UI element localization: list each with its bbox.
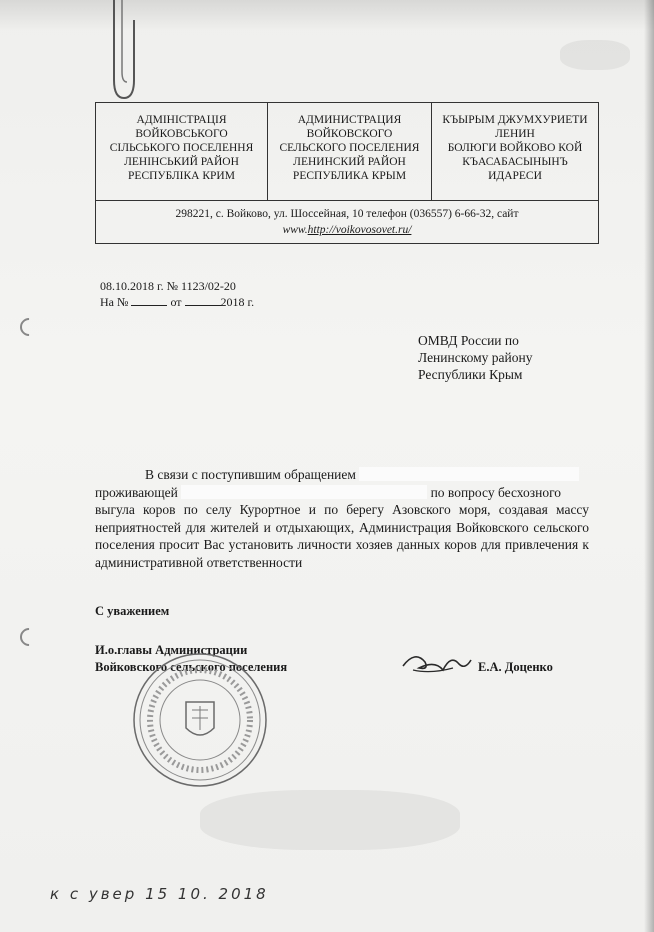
letterhead-line: СІЛЬСЬКОГО ПОСЕЛЕННЯ (109, 142, 254, 154)
letterhead-table (95, 102, 599, 244)
handwritten-note: к с увер 15 10. 2018 (50, 885, 269, 903)
letterhead-russian (268, 103, 432, 200)
body-line-1: В связи с поступившим обращением (145, 467, 356, 482)
letterhead-line: ЛЕНИН (495, 128, 535, 140)
letterhead-line: РЕСПУБЛІКА КРИМ (128, 170, 235, 182)
addressee-line: Республики Крым (418, 367, 523, 382)
letterhead-contacts (96, 201, 598, 243)
scan-shadow (0, 0, 654, 30)
official-seal-icon (130, 650, 270, 790)
incoming-ref-suffix: 2018 г. (220, 295, 255, 309)
incoming-ref-prefix: На № (100, 295, 129, 309)
letter-body (95, 466, 589, 571)
letterhead-line: БОЛЮГИ ВОЙКОВО КОЙ (447, 142, 583, 154)
signatory-title-line: И.о.главы Администрации (95, 643, 248, 657)
paperclip-icon (100, 0, 140, 105)
redacted-address (181, 485, 427, 499)
closing-regards: С уважением (95, 604, 170, 618)
body-paragraph: выгула коров по селу Курортное и по берегу Азовского моря, создавая массу неприятностей для жителей и отдыхающих, Администрация Войковского сельского поселения просит Вас установить личности хозяев данных коров для привлечения к административной ответственности (95, 502, 589, 570)
addressee-line: ОМВД России по (418, 333, 519, 348)
incoming-reference (100, 294, 254, 310)
incoming-ref-mid: от (170, 295, 182, 309)
site-prefix: www. (282, 224, 308, 236)
letterhead-ukrainian (96, 103, 268, 200)
letterhead-line: ИДАРЕСИ (488, 170, 542, 182)
signature-icon (395, 640, 475, 680)
scan-edge (644, 0, 654, 932)
body-line-2-start: проживающей (95, 484, 178, 500)
scan-smudge (200, 790, 460, 850)
letterhead-line: ЛЕНИНСКИЙ РАЙОН (293, 156, 406, 168)
signer-name: Е.А. Доценко (478, 660, 553, 674)
outgoing-reference: 08.10.2018 г. № 1123/02-20 (100, 279, 236, 293)
addressee-block (418, 332, 532, 383)
letterhead-line: ЛЕНІНСЬКИЙ РАЙОН (124, 156, 239, 168)
site-link[interactable]: http://voikovosovet.ru/ (307, 224, 412, 236)
letterhead-line: РЕСПУБЛИКА КРЫМ (292, 170, 407, 182)
letterhead-address: 298221, с. Войково, ул. Шоссейная, 10 телефон (036557) 6-66-32, сайт (175, 208, 519, 220)
addressee-line: Ленинскому району (418, 350, 533, 365)
scan-smudge (560, 40, 630, 70)
letterhead-names-row (96, 103, 598, 201)
signatory-title-line: Войковского сельского поселения (95, 660, 288, 674)
letterhead-line: ВОЙКОВСКОГО (306, 128, 393, 140)
body-line-2-end: по вопросу бесхозного (430, 484, 562, 500)
letterhead-line: ВОЙКОВСЬКОГО (135, 128, 228, 140)
blank-field (131, 294, 167, 306)
redacted-name (359, 467, 579, 481)
letterhead-line: КЪАСАБАСЫНЫНЪ (462, 156, 568, 168)
letterhead-line: КЪЫРЫМ ДЖУМХУРИЕТИ (442, 114, 588, 126)
letterhead-crimean-tatar (432, 103, 598, 200)
letterhead-line: СЕЛЬСКОГО ПОСЕЛЕНИЯ (279, 142, 420, 154)
blank-field (185, 294, 221, 306)
punch-hole-mark (16, 624, 41, 649)
punch-hole-mark (16, 314, 41, 339)
letterhead-site (96, 222, 598, 238)
letterhead-line: АДМІНІСТРАЦІЯ (136, 114, 227, 126)
letterhead-line: АДМИНИСТРАЦИЯ (297, 114, 402, 126)
